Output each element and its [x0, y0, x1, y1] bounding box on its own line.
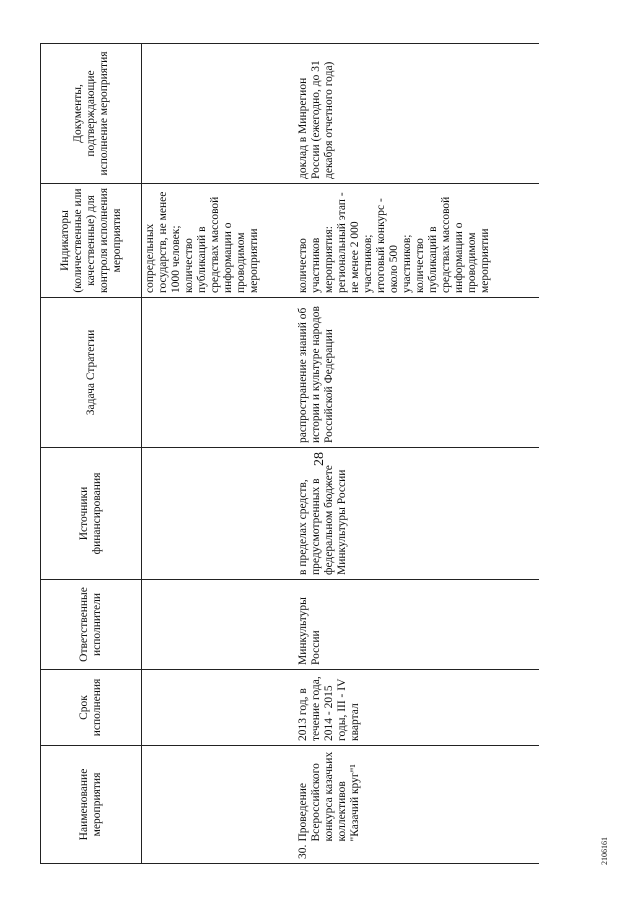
header-indicators: Индикаторы (количественные или качественные) для контроля исполнения мероприятия [41, 183, 142, 297]
rotated-table-page [40, 32, 560, 872]
continuation-row [142, 43, 264, 863]
continuation-indicators: сопредельных государств, не менее 1000 человек; количество публикаций в средствах массовой информации о проводимом мероприятии [142, 183, 264, 297]
separator-row [263, 43, 295, 863]
table-row [295, 43, 539, 863]
header-documents: Документы, подтверждающие исполнение мероприятия [41, 43, 142, 183]
row-number: 30. [295, 846, 539, 864]
row-documents: доклад в Минрегион России (ежегодно, до 31 декабря отчетного года) [295, 43, 539, 183]
row-responsible: Минкультуры России [295, 579, 539, 669]
header-funding: Источники финансирования [41, 447, 142, 579]
document-code: 2106161 [600, 837, 609, 865]
row-funding: в пределах средств, предусмотренных в федеральном бюджете Минкультуры России [295, 447, 539, 579]
header-task: Задача Стратегии [41, 297, 142, 447]
row-task: распространение знаний об истории и культуре народов Российской Федерации [295, 297, 539, 447]
header-name: Наименование мероприятия [41, 745, 142, 863]
header-responsible: Ответственные исполнители [41, 579, 142, 669]
row-name: Проведение Всероссийского конкурса казачьих коллективов "Казачий круг"¹ [295, 745, 539, 845]
row-term: 2013 год, в течение года, 2014 - 2015 годы, III - IV квартал [295, 669, 539, 745]
table-header-row [41, 43, 142, 863]
measures-table [40, 43, 539, 864]
row-indicators: количество участников мероприятия: региональный этап - не менее 2 000 участников; итоговый конкурс - около 500 участников; количество публикаций в средствах массовой информации о проводимом мероприятии [295, 183, 539, 297]
page-number: 28 [312, 452, 327, 466]
header-term: Срок исполнения [41, 669, 142, 745]
